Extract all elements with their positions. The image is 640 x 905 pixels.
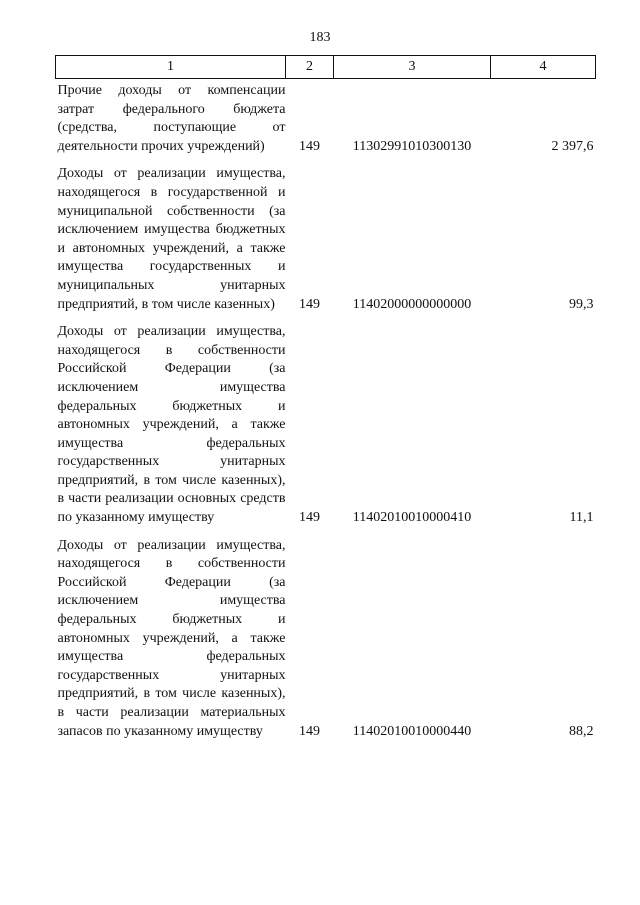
row-classification-code: 11402010010000440	[352, 723, 472, 739]
row-amount: 2 397,6	[551, 138, 594, 154]
table-row	[56, 79, 596, 157]
table-row	[56, 314, 596, 528]
column-header-2: 2	[286, 56, 334, 79]
row-amount: 11,1	[569, 510, 594, 526]
row-amount: 99,3	[569, 296, 594, 312]
row-classification-code: 11302991010300130	[352, 138, 472, 154]
row-admin-code: 149	[299, 510, 320, 526]
table-header	[56, 56, 596, 79]
row-amount: 88,2	[569, 723, 594, 739]
row-admin-code: 149	[299, 296, 320, 312]
column-header-4: 4	[491, 56, 596, 79]
column-header-3: 3	[334, 56, 491, 79]
page-number: 183	[309, 30, 331, 45]
row-admin-code: 149	[299, 138, 320, 154]
header-row	[56, 56, 596, 79]
table-row	[56, 156, 596, 314]
table-body	[56, 79, 596, 742]
row-admin-code: 149	[299, 723, 320, 739]
column-header-1: 1	[56, 56, 286, 79]
row-description: Доходы от реализации имущества, находящегося в собственности Российской Федерации (за исключением имущества федеральных бюджетных и автономных учреждений, а также имущества федеральных государственных унитарных предприятий, в том числе казенных), в части реализации материальных запасов по указанному имуществу	[57, 537, 286, 739]
row-description: Доходы от реализации имущества, находящегося в государственной и муниципальной собственности (за исключением имущества бюджетных и автономных учреждений, а также имущества государственных и муниципальных унитарных предприятий, в том числе казенных)	[57, 166, 286, 312]
row-description: Прочие доходы от компенсации затрат федерального бюджета (средства, поступающие от деятельности прочих учреждений)	[57, 83, 286, 154]
table-row	[56, 528, 596, 742]
row-description: Доходы от реализации имущества, находящегося в собственности Российской Федерации (за исключением имущества федеральных бюджетных и автономных учреждений, а также имущества федеральных государственных унитарных предприятий, в том числе казенных), в части реализации основных средств по указанному имуществу	[57, 324, 286, 526]
row-classification-code: 11402000000000000	[352, 296, 472, 312]
revenue-table	[55, 55, 596, 741]
row-classification-code: 11402010010000410	[352, 510, 472, 526]
